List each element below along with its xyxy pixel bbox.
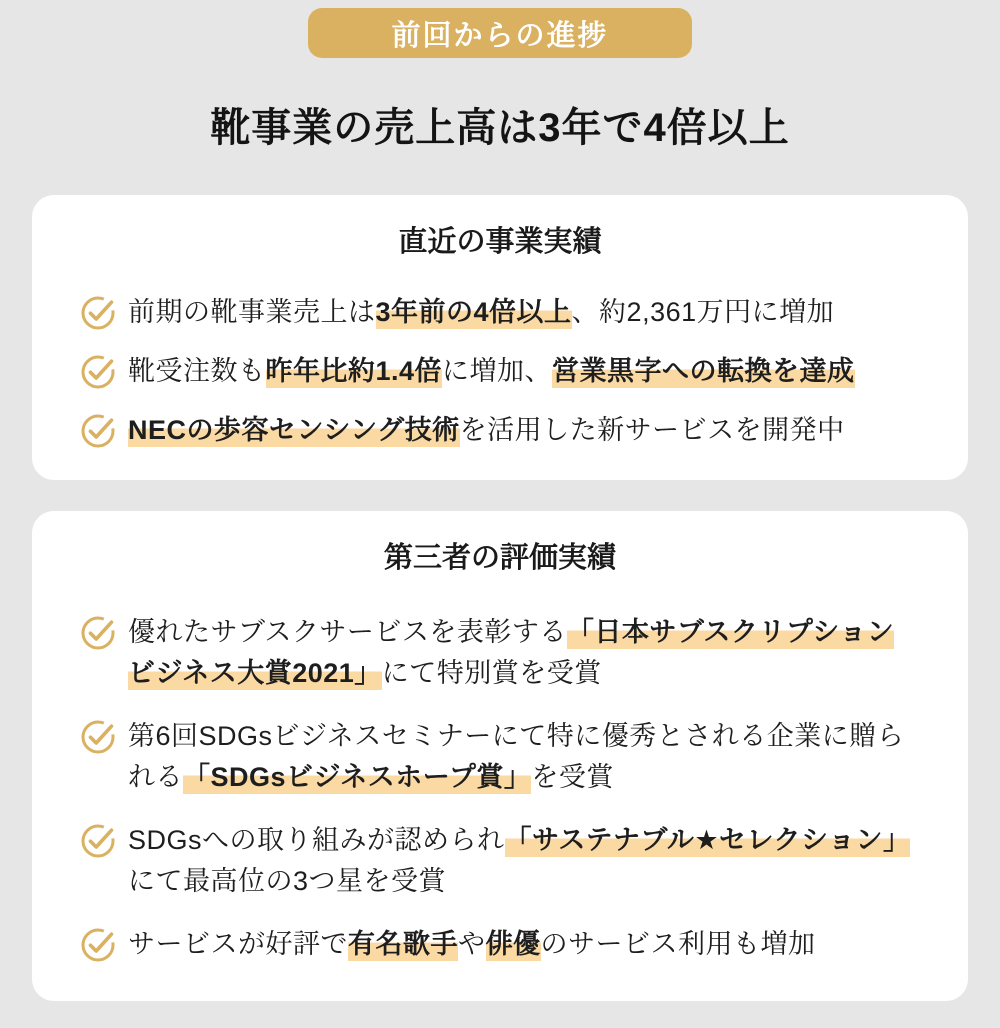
highlighted-text-segment: 有名歌手 bbox=[348, 929, 458, 959]
check-circle-icon bbox=[80, 413, 116, 449]
highlighted-text-segment: 営業黒字への転換を達成 bbox=[552, 356, 855, 386]
card-third-party-evaluation-title: 第三者の評価実績 bbox=[383, 542, 616, 574]
text-segment: を活用した新サービスを開発中 bbox=[459, 415, 845, 445]
list-item bbox=[80, 820, 920, 902]
highlighted-text-segment: 「日本サブスクリプションビジネス大賞2021」 bbox=[128, 617, 895, 688]
check-circle-icon bbox=[80, 927, 116, 963]
highlighted-text-segment: 「SDGsビジネスホープ賞」 bbox=[183, 762, 532, 792]
bullet-text bbox=[128, 351, 855, 392]
list-item bbox=[80, 351, 920, 392]
list-item bbox=[80, 612, 920, 694]
highlighted-text-segment: 俳優 bbox=[485, 929, 541, 959]
bullet-text bbox=[128, 410, 845, 451]
progress-badge bbox=[308, 8, 692, 58]
text-segment: のサービス利用も増加 bbox=[540, 929, 816, 959]
highlighted-text-segment: NECの歩容センシング技術 bbox=[128, 415, 460, 445]
text-segment: に増加、 bbox=[442, 356, 553, 386]
page-title: 靴事業の売上高は3年で4倍以上 bbox=[210, 106, 790, 150]
card-business-results bbox=[32, 195, 968, 480]
highlighted-text-segment: 昨年比約1.4倍 bbox=[265, 356, 443, 386]
list-item bbox=[80, 292, 920, 333]
highlighted-text-segment: 3年前の4倍以上 bbox=[375, 297, 572, 327]
list-item bbox=[80, 716, 920, 798]
check-circle-icon bbox=[80, 615, 116, 651]
infographic-page bbox=[0, 8, 1000, 1028]
text-segment: 、約2,361万円に増加 bbox=[571, 297, 835, 327]
bullet-text bbox=[128, 716, 920, 798]
progress-badge-label: 前回からの進捗 bbox=[391, 19, 609, 52]
check-circle-icon bbox=[80, 295, 116, 331]
check-circle-icon bbox=[80, 354, 116, 390]
list-item bbox=[80, 924, 920, 965]
text-segment: 優れたサブスクサービスを表彰する bbox=[128, 617, 567, 647]
text-segment: SDGsへの取り組みが認められ bbox=[128, 825, 505, 855]
text-segment: 前期の靴事業売上は bbox=[128, 297, 376, 327]
check-circle-icon bbox=[80, 823, 116, 859]
evaluation-list bbox=[80, 612, 920, 965]
bullet-text bbox=[128, 612, 920, 694]
highlighted-text-segment: 「サステナブル★セレクション」 bbox=[504, 825, 911, 855]
business-results-list bbox=[80, 292, 920, 451]
bullet-text bbox=[128, 292, 834, 333]
card-third-party-evaluation bbox=[32, 511, 968, 1001]
text-segment: にて最高位の3つ星を受賞 bbox=[128, 866, 447, 896]
card-business-results-title: 直近の事業実績 bbox=[398, 226, 602, 258]
bullet-text bbox=[128, 924, 816, 965]
text-segment: を受賞 bbox=[531, 762, 614, 792]
text-segment: や bbox=[458, 929, 486, 959]
check-circle-icon bbox=[80, 719, 116, 755]
text-segment: サービスが好評で bbox=[128, 929, 348, 959]
bullet-text bbox=[128, 820, 920, 902]
list-item bbox=[80, 410, 920, 451]
text-segment: 靴受注数も bbox=[128, 356, 266, 386]
text-segment: にて特別賞を受賞 bbox=[381, 658, 602, 688]
text-segment: 第6回SDGsビジネスセミナーにて特に優秀とされる企業に贈られる bbox=[128, 721, 905, 792]
